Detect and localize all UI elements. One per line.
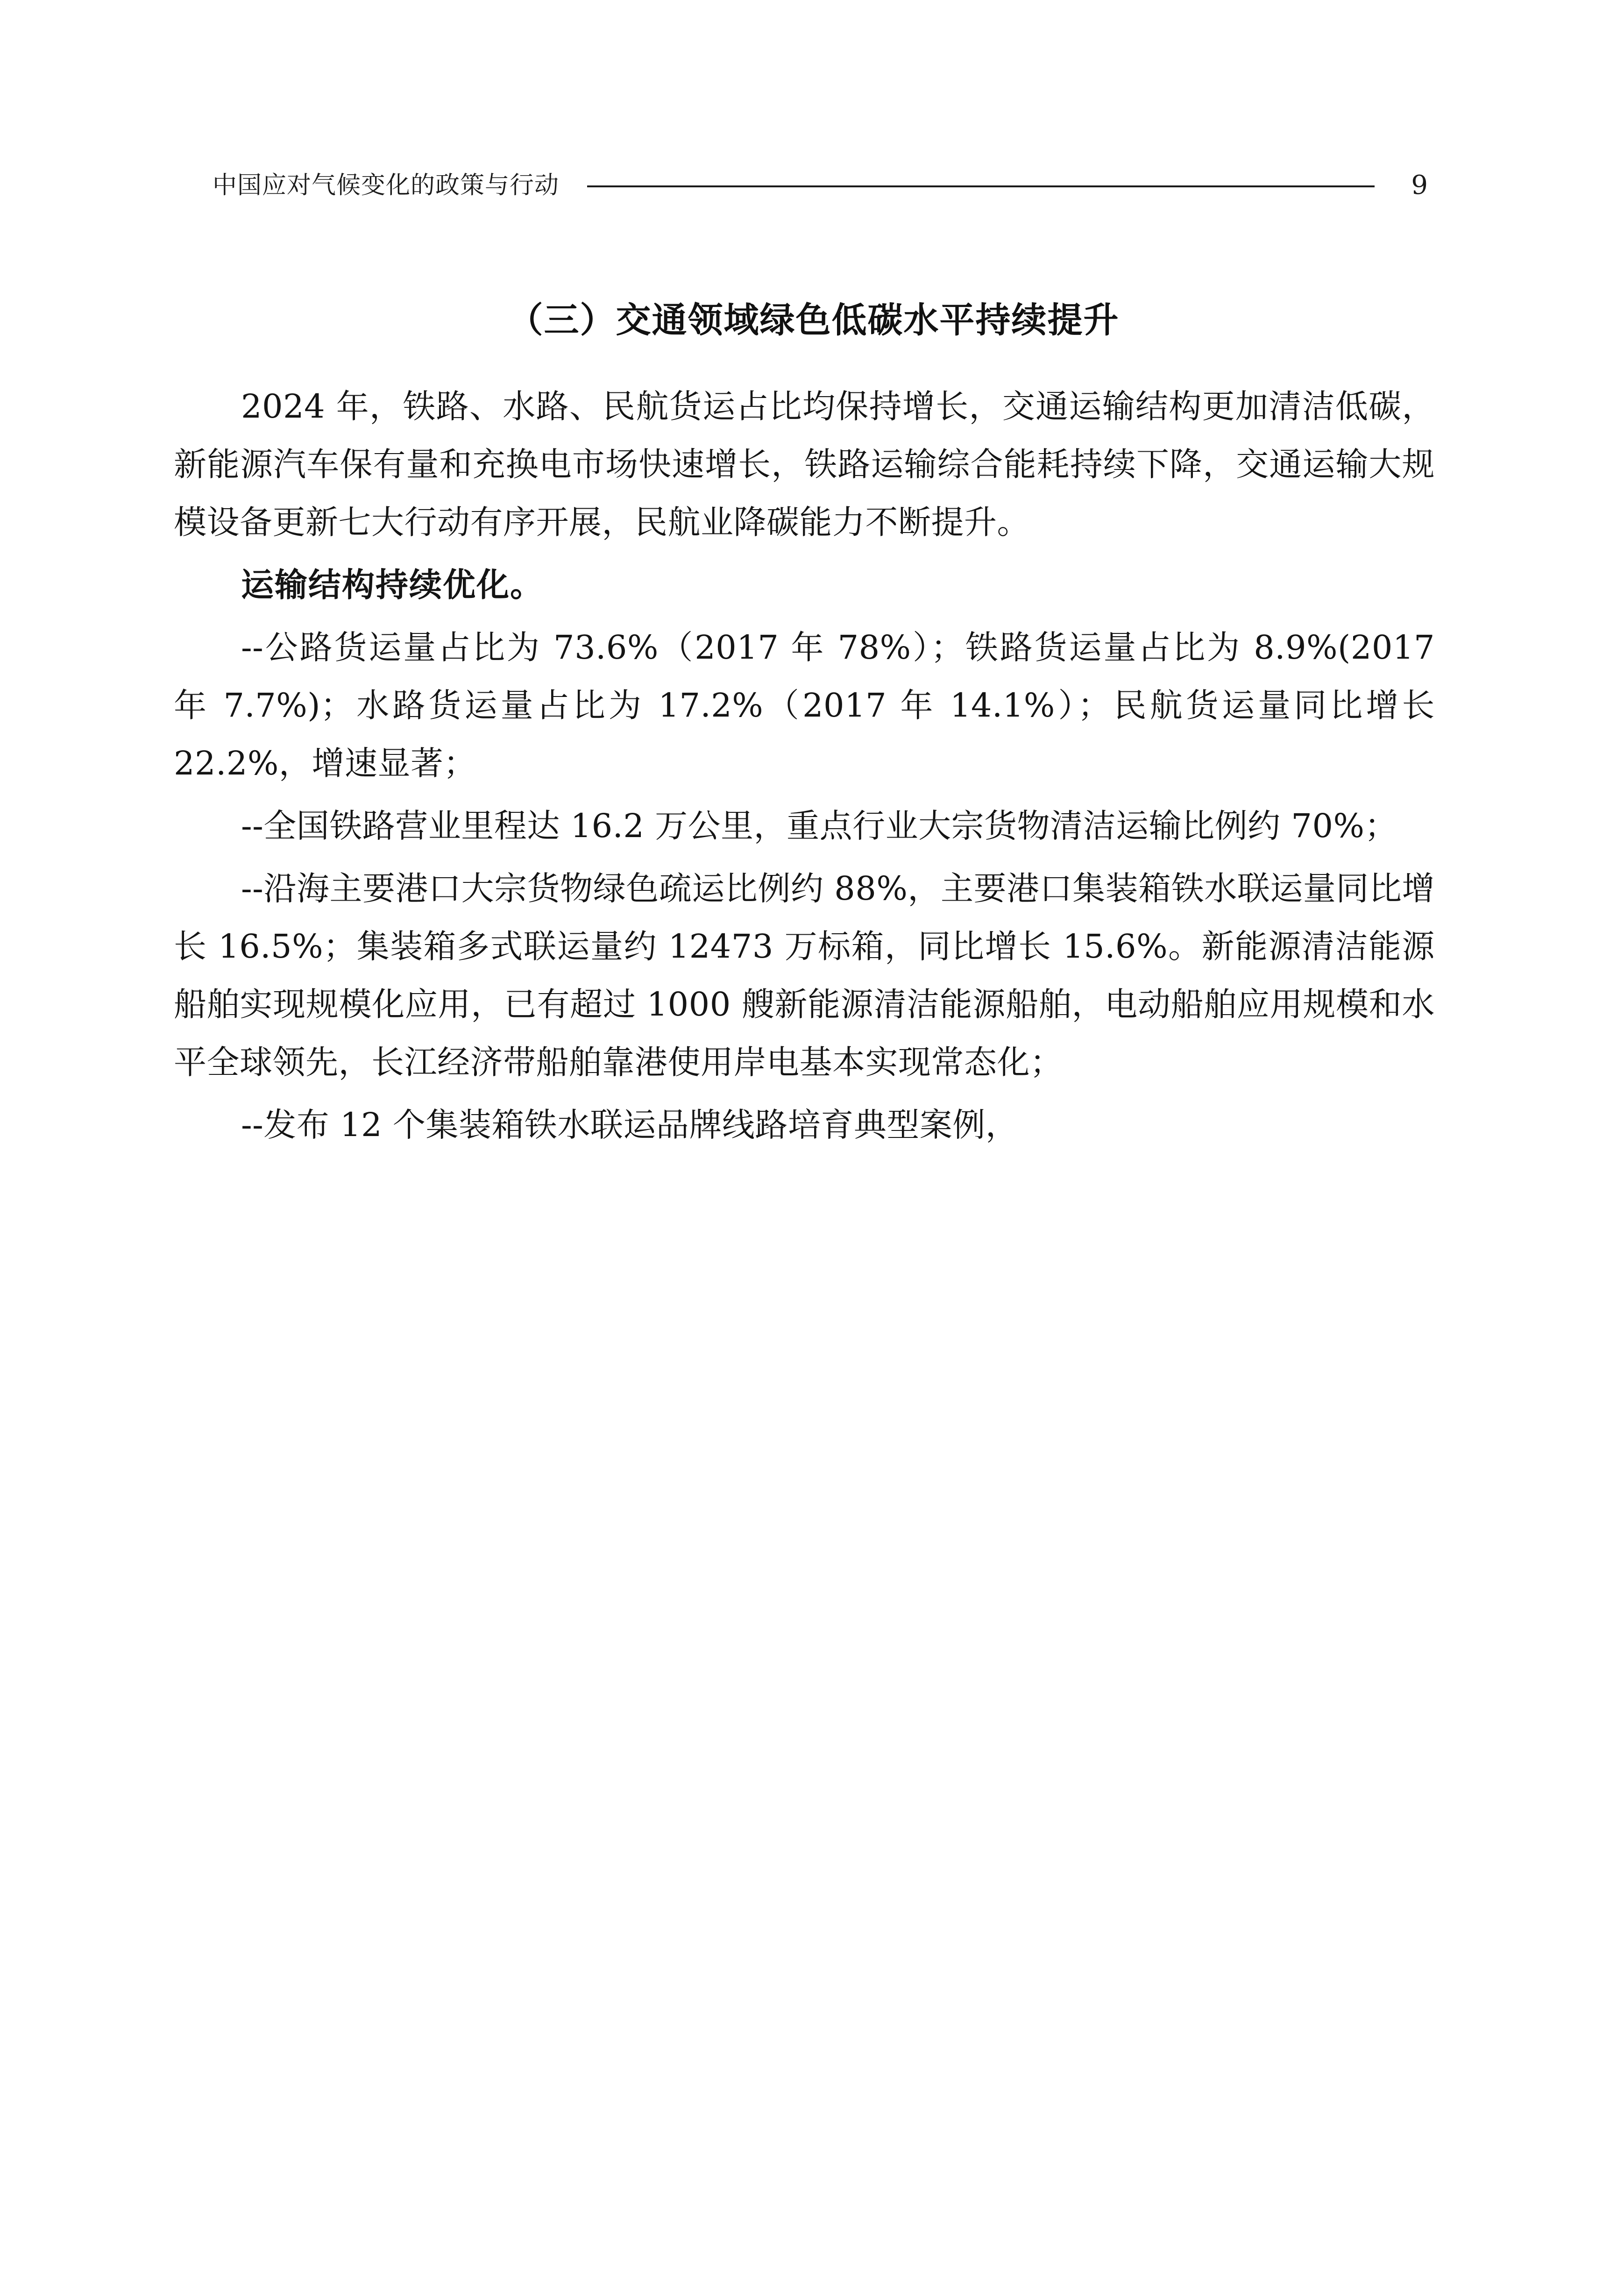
paragraph-bullet-cases: --发布 12 个集装箱铁水联运品牌线路培育典型案例，	[241, 1106, 1019, 1144]
section-heading: （三）交通领域绿色低碳水平持续提升	[508, 299, 1120, 341]
paragraph-bullet-ports: --沿海主要港口大宗货物绿色疏运比例约 88%，主要港口集装箱铁水联运量同比增长 16.5%；集装箱多式联运量约 12473 万标箱，同比增长 15.6%。新能源清洁能源船舶实现规模化应用，已有超过 1000 艘新能源清洁能源船舶，电动船舶应用规模和水平全球领先，长江经济带船舶靠港使用岸电基本实现常态化；	[174, 869, 1435, 1081]
paragraph-bullet-railway-mileage: --全国铁路营业里程达 16.2 万公里，重点行业大宗货物清洁运输比例约 70%；	[241, 807, 1398, 845]
header-document-title: 中国应对气候变化的政策与行动	[213, 171, 560, 199]
paragraph-bullet-freight-share: --公路货运量占比为 73.6%（2017 年 78%）；铁路货运量占比为 8.9%(2017 年 7.7%)；水路货运量占比为 17.2%（2017 年 14.1%）；民航货运量同比增长 22.2%，增速显著；	[174, 628, 1435, 782]
page-number: 9	[1411, 170, 1428, 200]
header-divider-rule	[587, 185, 1375, 187]
paragraph-subheading-transport-structure: 运输结构持续优化。	[241, 566, 544, 604]
page-body	[174, 299, 1435, 1154]
paragraph-intro: 2024 年，铁路、水路、民航货运占比均保持增长，交通运输结构更加清洁低碳，新能源汽车保有量和充换电市场快速增长，铁路运输综合能耗持续下降，交通运输大规模设备更新七大行动有序开展，民航业降碳能力不断提升。	[174, 387, 1435, 541]
running-header	[213, 164, 1428, 206]
